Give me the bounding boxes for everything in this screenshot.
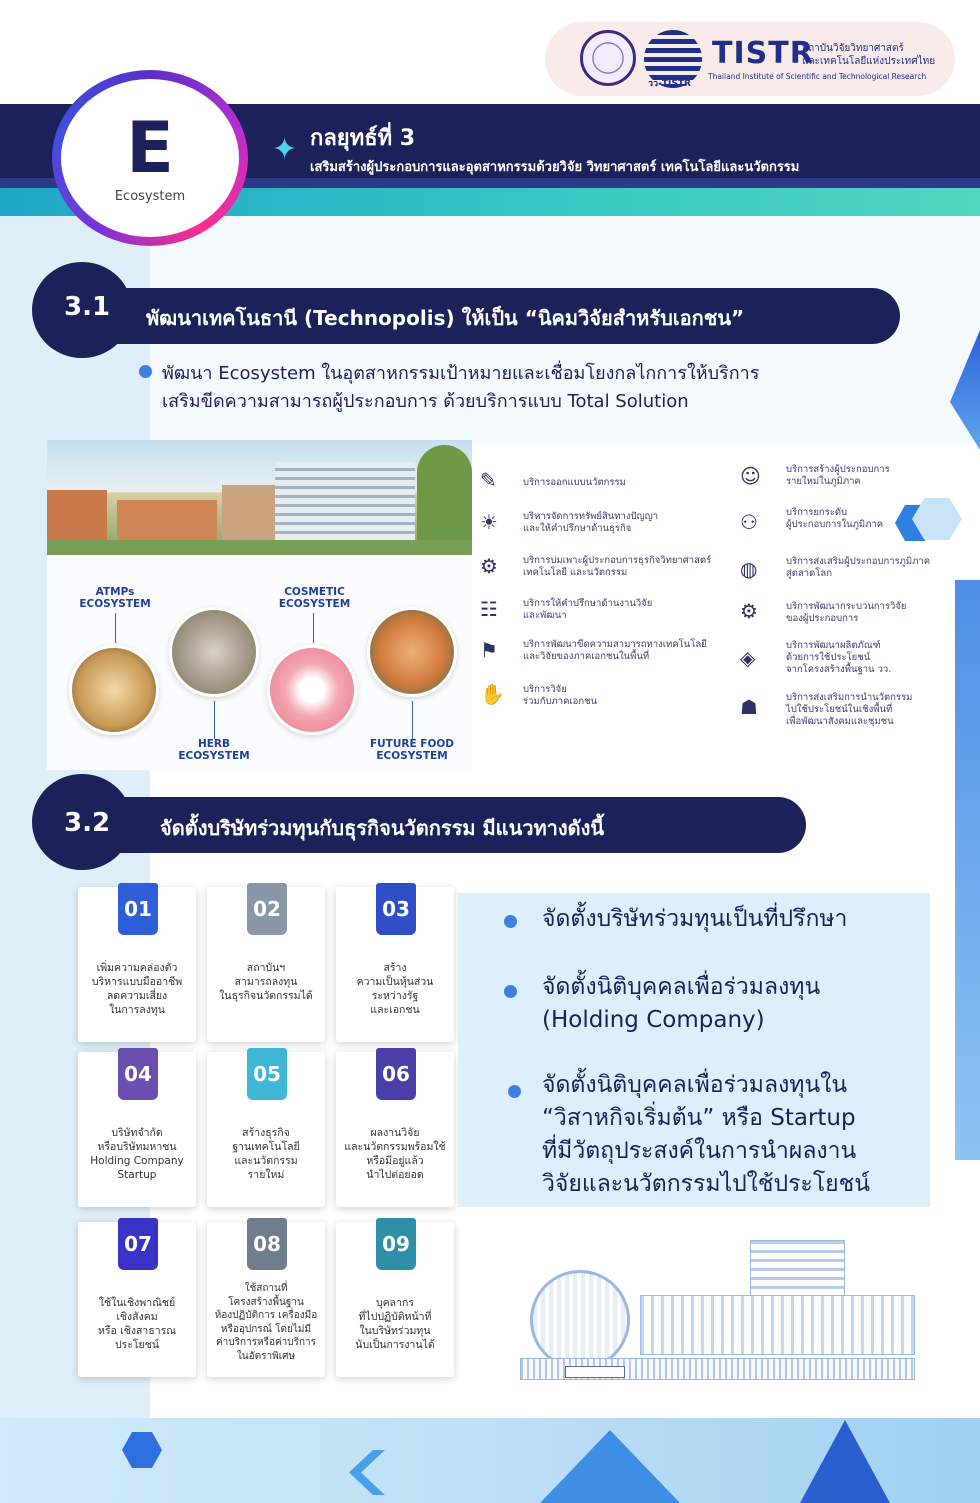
venture-point: จัดตั้งนิติบุคคลเพื่อร่วมลงทุน (Holding Company) [542,974,821,1033]
university-seal-icon [580,30,636,86]
capability-icon: ⚑ [480,638,498,662]
upgrade-icon: ⚇ [740,510,758,534]
venture-approach-panel [458,893,930,1207]
bullet-icon [504,985,517,998]
strategy-subtitle: เสริมสร้างผู้ประกอบการและอุตสาหกรรมด้วยวิจัย วิทยาศาสตร์ เทคโนโลยีและนวัตกรรม [310,160,800,175]
approach-card [207,1222,325,1377]
approach-card [207,887,325,1042]
technopolis-photo [47,440,472,555]
venture-point: จัดตั้งนิติบุคคลเพื่อร่วมลงทุนใน “วิสาหกิจเริ่มต้น” หรือ Startup ที่มีวัตถุประสงค์ในการนำผลงาน วิจัยและนวัตกรรมไปใช้ประโยชน์ [542,1072,870,1197]
handshake-icon: ✋ [480,682,505,706]
badge-label: Ecosystem [114,188,186,204]
brand-name: TISTR [712,36,814,71]
atmps-label: ATMPs ECOSYSTEM [79,586,151,610]
card-text: บุคลากร ที่ไปปฏิบัติหน้าที่ ในบริษัทร่วมทุน นับเป็นการงานได้ [355,1297,435,1351]
product-icon: ◈ [740,646,756,670]
sparkle-icon: ✦ [272,132,298,167]
service-item: บริการให้คำปรึกษาด้านงานวิจัย และพัฒนา [523,598,653,621]
future-food-label: FUTURE FOOD ECOSYSTEM [369,738,455,762]
service-item: บริการส่งเสริมผู้ประกอบการภูมิภาค สู่ตลาดโลก [786,556,931,579]
approach-card [78,887,196,1042]
approach-card [78,1222,196,1377]
building-sketch-illustration [520,1240,915,1390]
pen-design-icon: ✎ [480,468,497,492]
cosmetic-image [267,645,357,735]
connector-line [313,613,314,643]
service-item: บริการยกระดับ ผู้ประกอบการในภูมิภาค [786,507,884,530]
service-item: บริการพัฒนากระบวนการวิจัย ของผู้ประกอบการ [786,601,907,624]
venture-point: จัดตั้งบริษัทร่วมทุนเป็นที่ปรึกษา [542,906,848,932]
herb-label: HERB ECOSYSTEM [178,738,250,762]
card-number: 01 [118,883,158,935]
service-item: บริการพัฒนาผลิตภัณฑ์ ด้วยการใช้ประโยชน์ จากโครงสร้างพื้นฐาน วว. [786,640,892,675]
community-icon: ☗ [740,695,758,719]
services-right-column [738,460,953,760]
intro-line-1: พัฒนา Ecosystem ในอุตสาหกรรมเป้าหมายและเชื่อมโยงกลไกการให้บริการ [162,363,760,384]
side-bar-decoration [955,580,980,1160]
service-item: บริการบ่มเพาะผู้ประกอบการธุรกิจวิทยาศาสตร์ เทคโนโลยี และนวัตกรรม [523,555,712,578]
consulting-icon: ☷ [480,597,498,621]
brand-english-name: Thailand Institute of Scientific and Technological Research [708,72,927,81]
section-3-1-number: 3.1 [64,292,111,322]
global-market-icon: ◍ [740,557,758,581]
service-item: บริการวิจัย ร่วมกับภาคเอกชน [523,684,598,707]
ecosystem-badge [52,70,248,246]
card-number: 06 [376,1048,416,1100]
ecosystem-diagram [47,555,472,770]
services-left-column [478,460,728,760]
card-text: เพิ่มความคล่องตัว บริหารแบบมืออาชีพ ลดความเสี่ยง ในการลงทุน [91,962,183,1016]
card-text: ใช้สถานที่ โครงสร้างพื้นฐาน ห้องปฏิบัติการ เครื่องมือ หรืออุปกรณ์ โดยไม่มี ค่าบริการหรือค่าบริการ ในอัตราพิเศษ [214,1283,318,1362]
incubator-icon: ⚙ [480,554,498,578]
bullet-icon [508,1085,521,1098]
connector-line [115,613,116,643]
connector-line [412,701,413,739]
card-text: สร้างธุรกิจ ฐานเทคโนโลยี และนวัตกรรม รายใหม่ [232,1127,300,1181]
card-number: 05 [247,1048,287,1100]
approach-card [207,1052,325,1207]
connector-line [214,701,215,739]
bullet-icon [139,365,152,378]
service-item: บริการพัฒนาขีดความสามารถทางเทคโนโลยี และวิจัยของภาคเอกชนในพื้นที่ [523,639,707,662]
card-number: 09 [376,1218,416,1270]
service-item: บริการส่งเสริมการนำนวัตกรรม ไปใช้ประโยชน์ในเชิงพื้นที่ เพื่อพัฒนาสังคมและชุมชน [786,692,913,727]
service-item: บริหารจัดการทรัพย์สินทางปัญญา และให้คำปรึกษาด้านธุรกิจ [523,511,659,534]
card-text: บริษัทจำกัด หรือบริษัทมหาชน Holding Company Startup [90,1127,184,1181]
card-number: 02 [247,883,287,935]
new-entrepreneur-icon: ☺ [740,464,761,488]
cosmetic-label: COSMETIC ECOSYSTEM [278,586,351,610]
process-icon: ⚙ [740,599,758,623]
section-3-2-title: จัดตั้งบริษัทร่วมทุนกับธุรกิจนวัตกรรม มีแนวทางดังนี้ [160,816,605,840]
herb-image [169,607,259,697]
atmps-image [69,645,159,735]
card-number: 04 [118,1048,158,1100]
card-text: ผลงานวิจัย และนวัตกรรมพร้อมใช้ หรือมีอยู่แล้ว นำไปต่อยอด [344,1127,446,1181]
approach-card [78,1052,196,1207]
badge-letter: E [126,106,174,189]
card-number: 03 [376,883,416,935]
card-text: สถาบันฯ สามารถลงทุน ในธุรกิจนวัตกรรมได้ [219,962,313,1002]
service-item: บริการออกแบบนวัตกรรม [523,477,626,488]
card-number: 07 [118,1218,158,1270]
approach-card [336,1052,454,1207]
strategy-title: กลยุทธ์ที่ 3 [310,126,416,151]
future-food-image [367,607,457,697]
globe-logo-label: วว-TISTR [648,79,691,89]
card-number: 08 [247,1218,287,1270]
approach-card [336,1222,454,1377]
bullet-icon [504,915,517,928]
section-3-2-number: 3.2 [64,808,111,838]
approach-card [336,887,454,1042]
brand-thai-name: สถาบันวิจัยวิทยาศาสตร์ และเทคโนโลยีแห่งประเทศไทย [802,43,936,67]
card-text: ใช้ในเชิงพาณิชย์ เชิงสังคม หรือ เชิงสาธารณ ประโยชน์ [97,1297,177,1351]
service-item: บริการสร้างผู้ประกอบการ รายใหม่ในภูมิภาค [786,464,890,487]
section-3-1-title: พัฒนาเทคโนธานี (Technopolis) ให้เป็น “นิคมวิจัยสำหรับเอกชน” [146,306,745,330]
lightbulb-icon: ☀ [480,510,498,534]
intro-line-2: เสริมขีดความสามารถผู้ประกอบการ ด้วยบริการแบบ Total Solution [162,391,689,412]
card-text: สร้าง ความเป็นหุ้นส่วน ระหว่างรัฐ และเอกชน [356,962,434,1016]
